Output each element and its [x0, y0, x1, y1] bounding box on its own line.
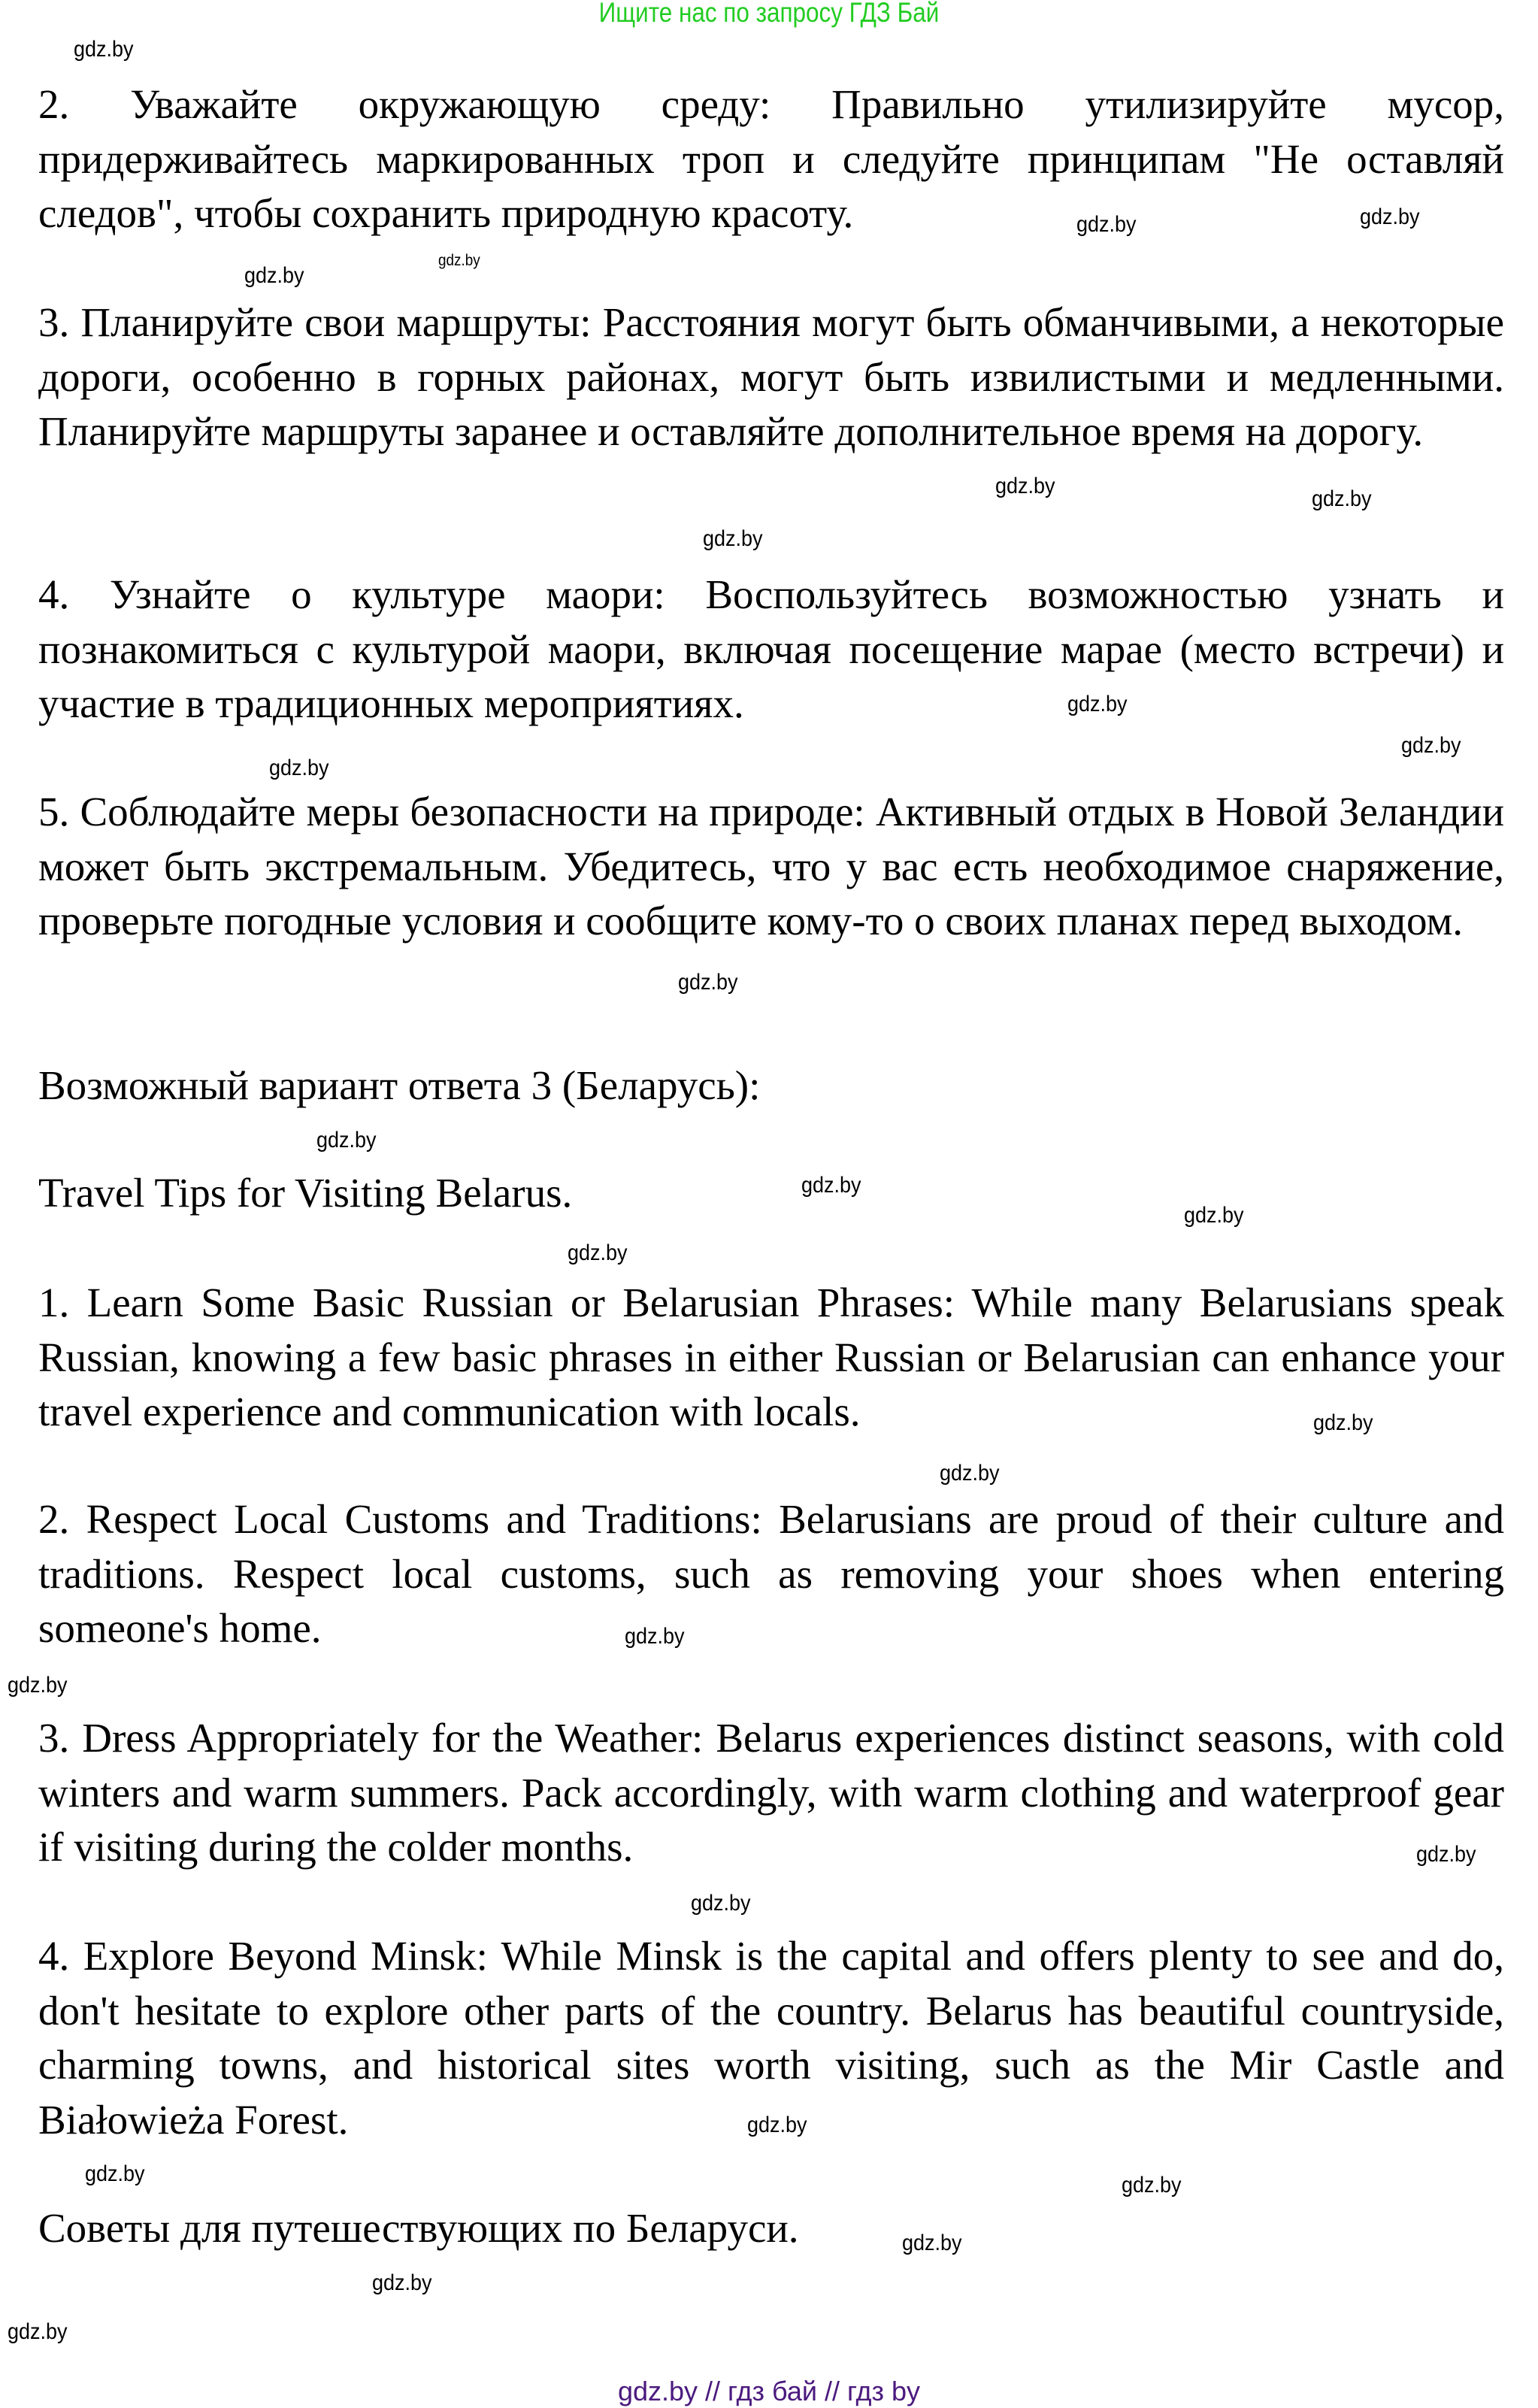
- watermark: gdz.by: [8, 1673, 68, 1698]
- paragraph: 4. Explore Beyond Minsk: While Minsk is the capital and offers plenty to see and do, don't hesitate to explore other parts of the country. Belarus has beautiful countryside, charming towns, and historical sites worth visiting, such as the Mir Castle and Białowieża Forest.: [38, 1933, 1504, 2143]
- watermark: gdz.by: [747, 2113, 807, 2137]
- watermark: gdz.by: [244, 263, 304, 288]
- watermark: gdz.by: [438, 252, 480, 269]
- watermark: gdz.by: [625, 1624, 685, 1649]
- watermark: gdz.by: [372, 2270, 432, 2295]
- watermark: gdz.by: [1184, 1203, 1244, 1228]
- watermark: gdz.by: [8, 2319, 68, 2344]
- promo-banner: Ищите нас по запросу ГДЗ Бай: [598, 0, 940, 28]
- watermark: gdz.by: [678, 970, 738, 995]
- watermark: gdz.by: [568, 1240, 628, 1265]
- watermark: gdz.by: [691, 1891, 751, 1916]
- watermark: gdz.by: [1313, 1410, 1373, 1435]
- watermark: gdz.by: [269, 756, 329, 780]
- watermark: gdz.by: [1416, 1842, 1476, 1867]
- watermark: gdz.by: [85, 2161, 145, 2186]
- watermark: gdz.by: [801, 1173, 861, 1198]
- paragraph: 2. Уважайте окружающую среду: Правильно утилизируйте мусор, придерживайтесь маркированных троп и следуйте принципам "Не оставляй следов", чтобы сохранить природную красоту.: [38, 81, 1504, 237]
- watermark: gdz.by: [902, 2231, 962, 2255]
- watermark: gdz.by: [74, 37, 134, 62]
- paragraph: 3. Dress Appropriately for the Weather: Belarus experiences distinct seasons, with cold winters and warm summers. Pack accordingly, with warm clothing and waterproof gear if visiting during the colder months.: [38, 1715, 1504, 1870]
- watermark: gdz.by: [1360, 204, 1420, 229]
- section-title: Travel Tips for Visiting Belarus.: [38, 1170, 573, 1216]
- watermark: gdz.by: [703, 526, 763, 551]
- paragraph: 3. Планируйте свои маршруты: Расстояния могут быть обманчивыми, а некоторые дороги, особенно в горных районах, могут быть извилистыми и медленными. Планируйте маршруты заранее и оставляйте дополнительное время на дорогу.: [38, 299, 1504, 455]
- footer-links[interactable]: gdz.by // гдз бай // гдз by: [617, 2376, 921, 2406]
- paragraph: 5. Соблюдайте меры безопасности на природе: Активный отдых в Новой Зеландии может быть экстремальным. Убедитесь, что у вас есть необходимое снаряжение, проверьте погодные условия и сообщите кому-то о своих планах перед выходом.: [38, 789, 1504, 944]
- paragraph: 4. Узнайте о культуре маори: Воспользуйтесь возможностью узнать и познакомиться с культурой маори, включая посещение марае (место встречи) и участие в традиционных мероприятиях.: [38, 571, 1504, 727]
- watermark: gdz.by: [1401, 733, 1461, 758]
- watermark: gdz.by: [940, 1461, 1000, 1486]
- paragraph: 1. Learn Some Basic Russian or Belarusian Phrases: While many Belarusians speak Russian, knowing a few basic phrases in either Russian or Belarusian can enhance your travel experience and communication with locals.: [38, 1280, 1504, 1435]
- watermark: gdz.by: [316, 1128, 377, 1153]
- watermark: gdz.by: [995, 474, 1055, 498]
- watermark: gdz.by: [1312, 486, 1372, 511]
- section-title: Советы для путешествующих по Беларуси.: [38, 2205, 799, 2251]
- watermark: gdz.by: [1076, 212, 1137, 237]
- section-heading: Возможный вариант ответа 3 (Беларусь):: [38, 1062, 761, 1108]
- watermark: gdz.by: [1067, 692, 1128, 716]
- paragraph: 2. Respect Local Customs and Traditions: Belarusians are proud of their culture and traditions. Respect local customs, such as removing your shoes when entering someone's home.: [38, 1496, 1504, 1652]
- watermark: gdz.by: [1122, 2173, 1182, 2197]
